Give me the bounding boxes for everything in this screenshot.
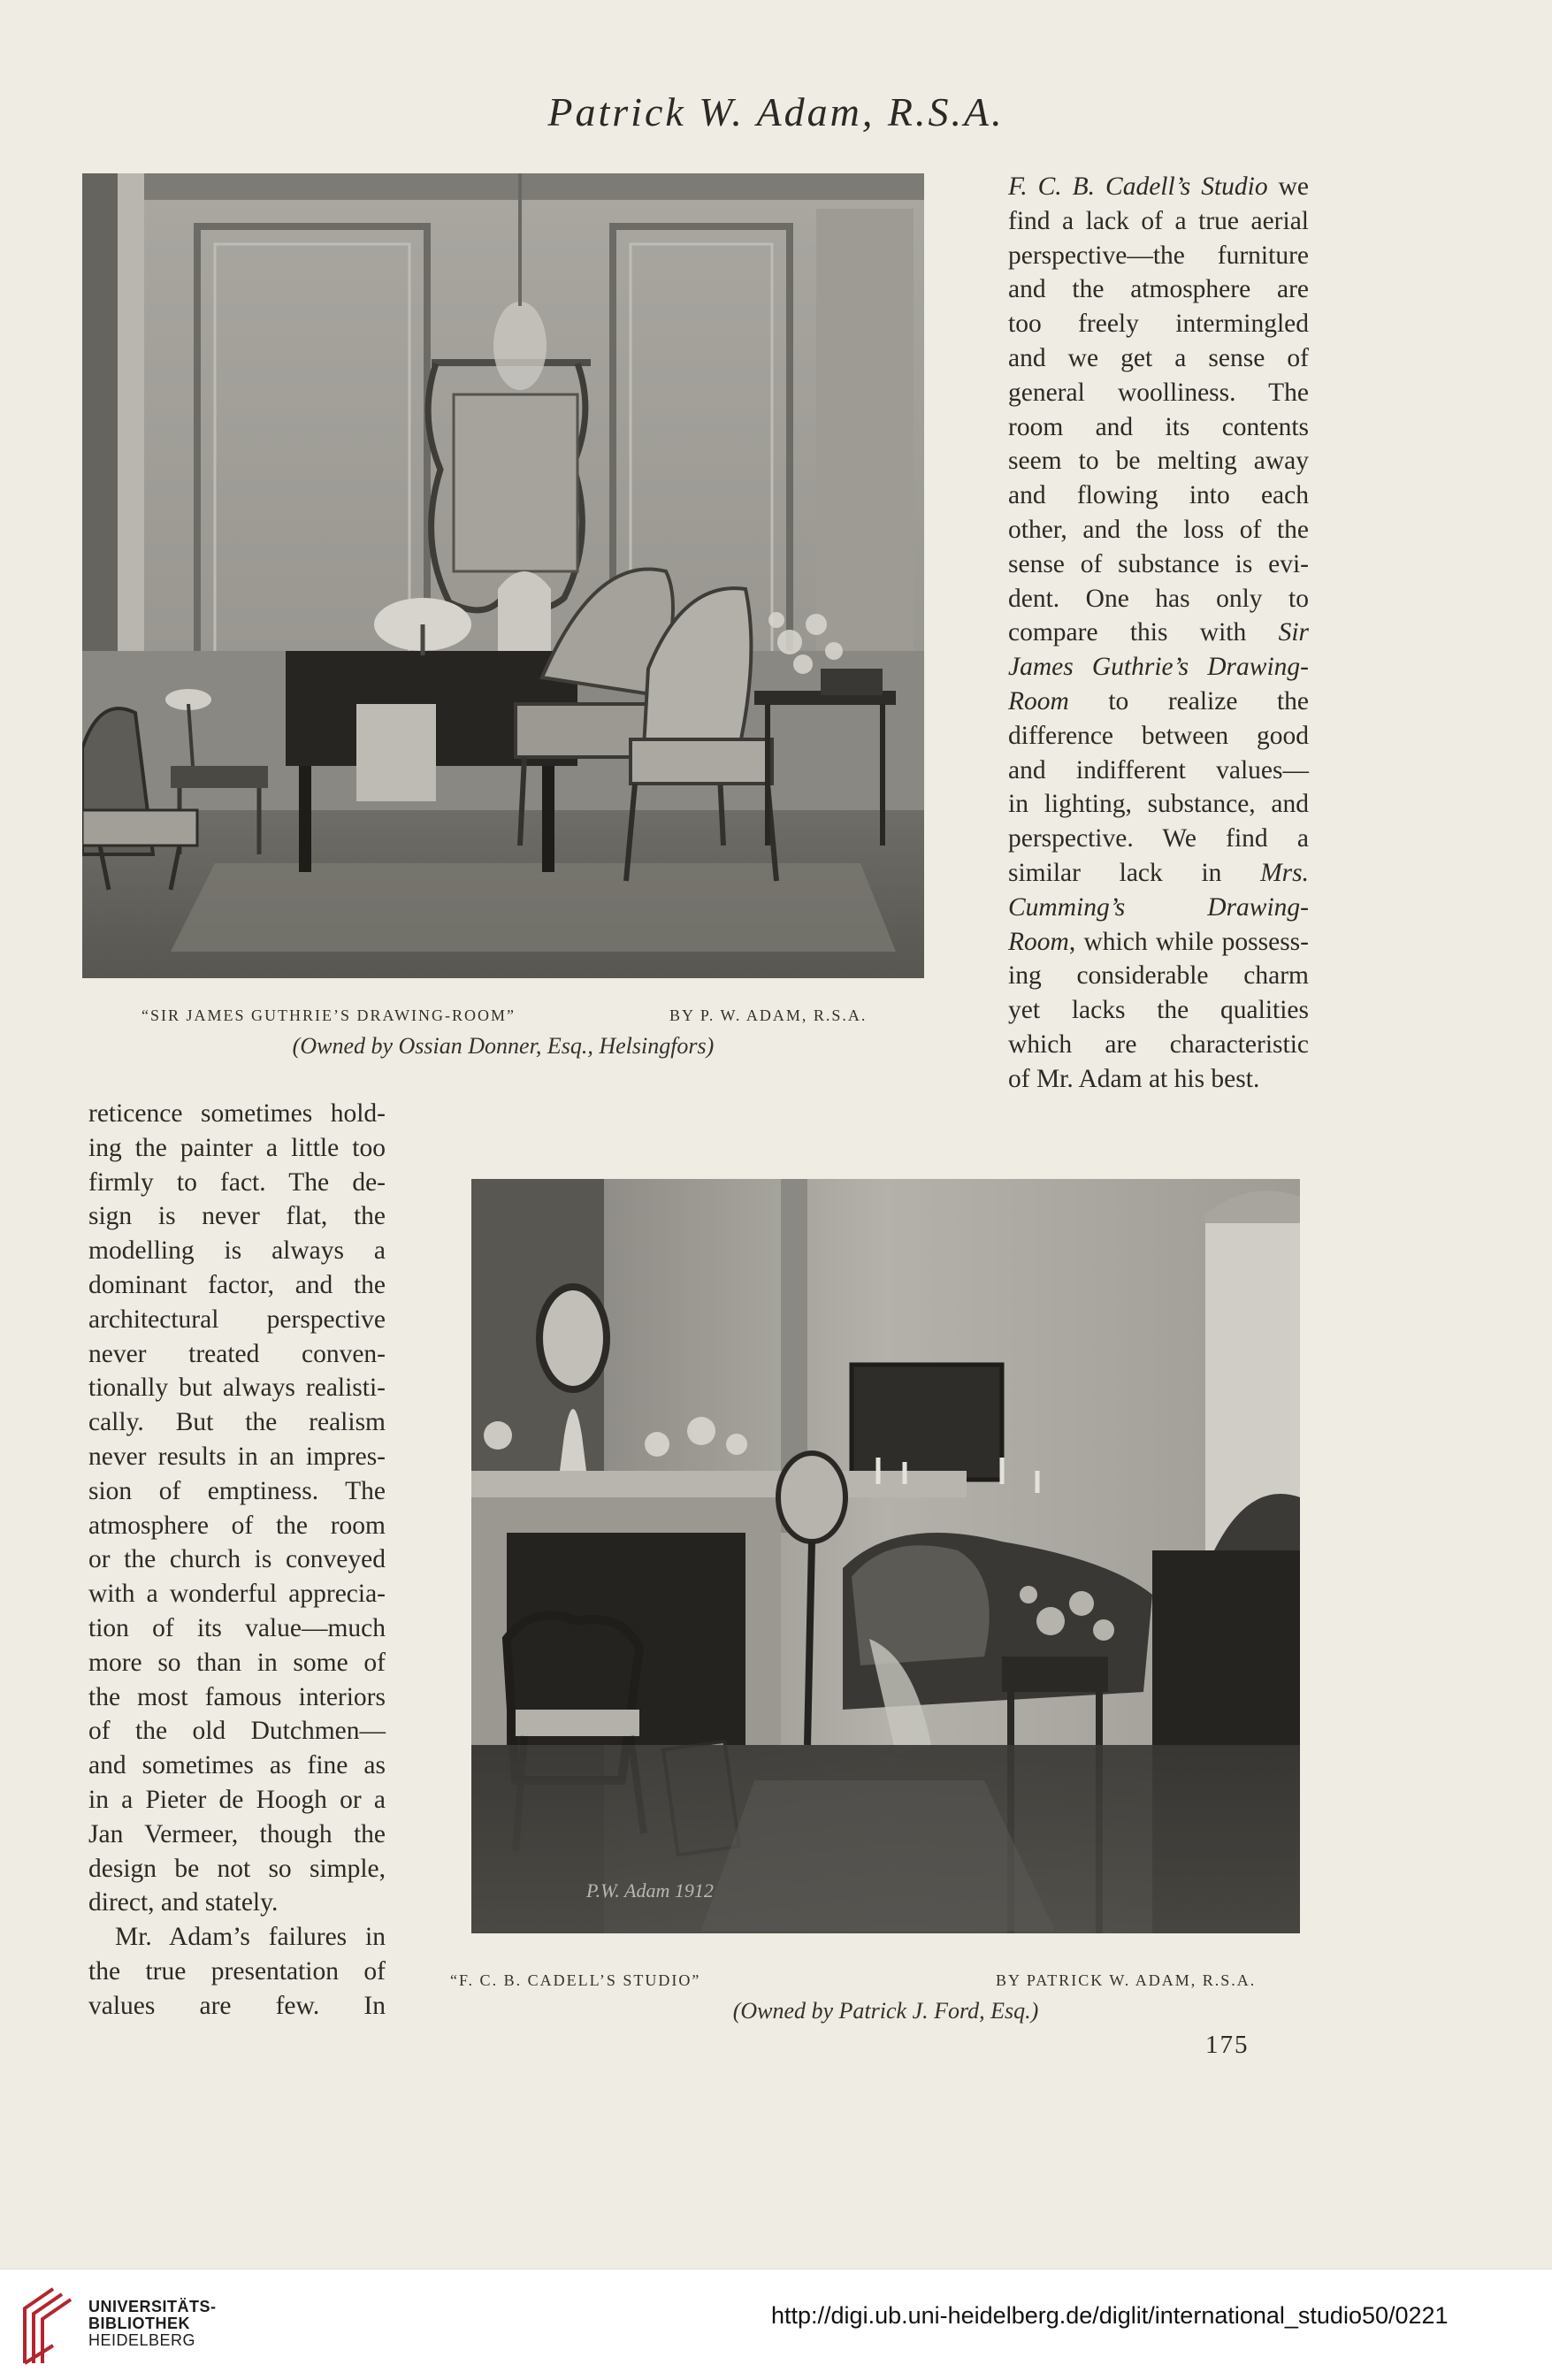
- painting-studio: [471, 1179, 1300, 1933]
- logo-line-3: HEIDELBERG: [88, 2331, 196, 2349]
- line-text-span: which are characteristic: [1008, 1029, 1309, 1059]
- left-column-line: dominant factor, and the: [88, 1270, 386, 1299]
- line-text-span: general woolliness. The: [1008, 378, 1309, 407]
- left-column-line: and sometimes as fine as: [88, 1751, 386, 1780]
- line-text-span: other, and the loss of the: [1008, 515, 1309, 544]
- right-column-line: [1008, 616, 1309, 650]
- line-text-span: seem to be melting away: [1008, 447, 1309, 476]
- line-text-span: too freely intermingled: [1008, 310, 1309, 339]
- plate-cadell-studio: [471, 1179, 1300, 1933]
- left-column-line: atmosphere of the room: [88, 1511, 386, 1540]
- bottom-plate-caption-title: “F. C. B. CADELL’S STUDIO”: [450, 1971, 701, 1989]
- right-column-line: [1008, 410, 1309, 445]
- right-column-line: [1008, 891, 1309, 925]
- line-text-span: to realize the: [1068, 686, 1309, 716]
- italic-title-span: Room: [1008, 927, 1069, 956]
- line-text-span: find a lack of a true aerial: [1008, 206, 1309, 235]
- plate-guthrie-drawing-room: [82, 173, 924, 978]
- line-text-span: perspective. We find a: [1008, 824, 1309, 853]
- right-column-line: [1008, 444, 1309, 478]
- right-column-line: [1008, 856, 1309, 891]
- left-column-line: tion of its value—much: [88, 1613, 386, 1642]
- italic-title-span: James Guthrie’s Drawing-: [1008, 653, 1309, 682]
- line-text-span: we: [1267, 172, 1309, 201]
- right-column-text: [1008, 170, 1309, 1097]
- right-column-line: [1008, 822, 1309, 856]
- line-text-span: and the atmosphere are: [1008, 275, 1309, 304]
- left-column-line: the most famous interiors: [88, 1682, 386, 1711]
- left-column-line: in a Pieter de Hoogh or a: [88, 1785, 386, 1814]
- left-column-line: reticence sometimes hold-: [88, 1099, 386, 1128]
- left-column-line: ing the painter a little too: [88, 1133, 386, 1162]
- right-column-line: [1008, 170, 1309, 204]
- left-column-line: tionally but always realisti-: [88, 1374, 386, 1403]
- line-text-span: and flowing into each: [1008, 481, 1309, 510]
- line-text-span: , which while possess-: [1068, 927, 1309, 956]
- line-text-span: and indifferent values—: [1008, 755, 1309, 784]
- right-column-line: [1008, 1062, 1309, 1097]
- italic-title-span: Sir: [1278, 618, 1309, 647]
- painting-signature: P.W. Adam 1912: [586, 1879, 714, 1902]
- left-column-line: firmly to fact. The de-: [88, 1167, 386, 1197]
- right-column-line: [1008, 239, 1309, 273]
- line-text-span: room and its contents: [1008, 412, 1309, 441]
- left-column-line: Mr. Adam’s failures in: [115, 1923, 386, 1952]
- left-column-line: cally. But the realism: [88, 1408, 386, 1437]
- bottom-plate-caption-owner: (Owned by Patrick J. Ford, Esq.): [732, 1998, 1039, 2024]
- bottom-plate-caption-artist: BY PATRICK W. ADAM, R.S.A.: [996, 1971, 1257, 1989]
- left-column-line: never results in an impres-: [88, 1442, 386, 1471]
- right-column-line: [1008, 650, 1309, 685]
- right-column-line: [1008, 547, 1309, 582]
- source-url-link[interactable]: http://digi.ub.uni-heidelberg.de/diglit/international_studio50/0221: [771, 2302, 1449, 2329]
- right-column-line: [1008, 513, 1309, 547]
- right-column-line: [1008, 959, 1309, 993]
- right-column-line: [1008, 307, 1309, 341]
- top-plate-caption-owner: (Owned by Ossian Donner, Esq., Helsingfors): [292, 1033, 715, 1059]
- left-column-line: with a wonderful apprecia-: [88, 1580, 386, 1609]
- line-text-span: dent. One has only to: [1008, 584, 1309, 613]
- top-plate-caption-artist: BY P. W. ADAM, R.S.A.: [669, 1006, 868, 1024]
- left-column-line: direct, and stately.: [88, 1888, 279, 1917]
- library-logo-text: [88, 2299, 217, 2349]
- logo-line-2: BIBLIOTHEK: [88, 2315, 190, 2332]
- line-text-span: and we get a sense of: [1008, 343, 1309, 372]
- footer-bar: [0, 2269, 1552, 2380]
- left-column-text: [88, 1097, 386, 2024]
- line-text-span: in lighting, substance, and: [1008, 790, 1309, 819]
- line-text-span: difference between good: [1008, 721, 1309, 750]
- logo-line-1: UNIVERSITÄTS-: [88, 2298, 217, 2315]
- running-head: Patrick W. Adam, R.S.A.: [547, 89, 1005, 134]
- line-text-span: compare this with: [1008, 618, 1279, 647]
- left-column-line: architectural perspective: [88, 1305, 386, 1334]
- line-text-span: sense of substance is evi-: [1008, 549, 1309, 578]
- right-column-line: [1008, 685, 1309, 719]
- left-column-line: more so than in some of: [88, 1648, 386, 1677]
- italic-title-span: Cumming’s Drawing-: [1008, 892, 1309, 922]
- right-column-line: [1008, 993, 1309, 1028]
- left-column-line: of the old Dutchmen—: [88, 1717, 386, 1746]
- left-column-line: Jan Vermeer, though the: [88, 1819, 386, 1848]
- right-column-line: [1008, 925, 1309, 960]
- left-column-line: sion of emptiness. The: [88, 1476, 386, 1505]
- left-column-line: sign is never flat, the: [88, 1202, 386, 1231]
- library-logo-icon: [18, 2282, 73, 2370]
- line-text-span: similar lack in: [1008, 858, 1261, 887]
- line-text-span: ing considerable charm: [1008, 961, 1309, 991]
- left-column-line: the true presentation of: [88, 1956, 386, 1986]
- left-column-line: values are few. In: [88, 1991, 386, 2020]
- italic-title-span: F. C. B. Cadell’s Studio: [1008, 172, 1268, 201]
- italic-title-span: Mrs.: [1260, 858, 1309, 887]
- right-column-line: [1008, 204, 1309, 239]
- page-number: 175: [1205, 2031, 1250, 2059]
- left-column-line: design be not so simple,: [88, 1854, 386, 1883]
- top-plate-caption-title: “SIR JAMES GUTHRIE’S DRAWING-ROOM”: [141, 1006, 516, 1024]
- italic-title-span: Room: [1008, 686, 1069, 716]
- left-column-line: never treated conven-: [88, 1339, 386, 1368]
- right-column-line: [1008, 719, 1309, 754]
- right-column-line: [1008, 341, 1309, 376]
- right-column-line: [1008, 754, 1309, 788]
- right-column-line: [1008, 787, 1309, 822]
- line-text-span: perspective—the furniture: [1008, 241, 1309, 270]
- right-column-line: [1008, 478, 1309, 513]
- right-column-line: [1008, 1028, 1309, 1062]
- right-column-line: [1008, 582, 1309, 616]
- painting-drawing-room: [82, 173, 924, 978]
- right-column-line: [1008, 272, 1309, 307]
- left-column-line: modelling is always a: [88, 1236, 386, 1266]
- line-text-span: yet lacks the qualities: [1008, 996, 1309, 1025]
- right-column-line: [1008, 376, 1309, 410]
- left-column-line: or the church is conveyed: [88, 1545, 386, 1574]
- line-text-span: of Mr. Adam at his best.: [1008, 1064, 1260, 1093]
